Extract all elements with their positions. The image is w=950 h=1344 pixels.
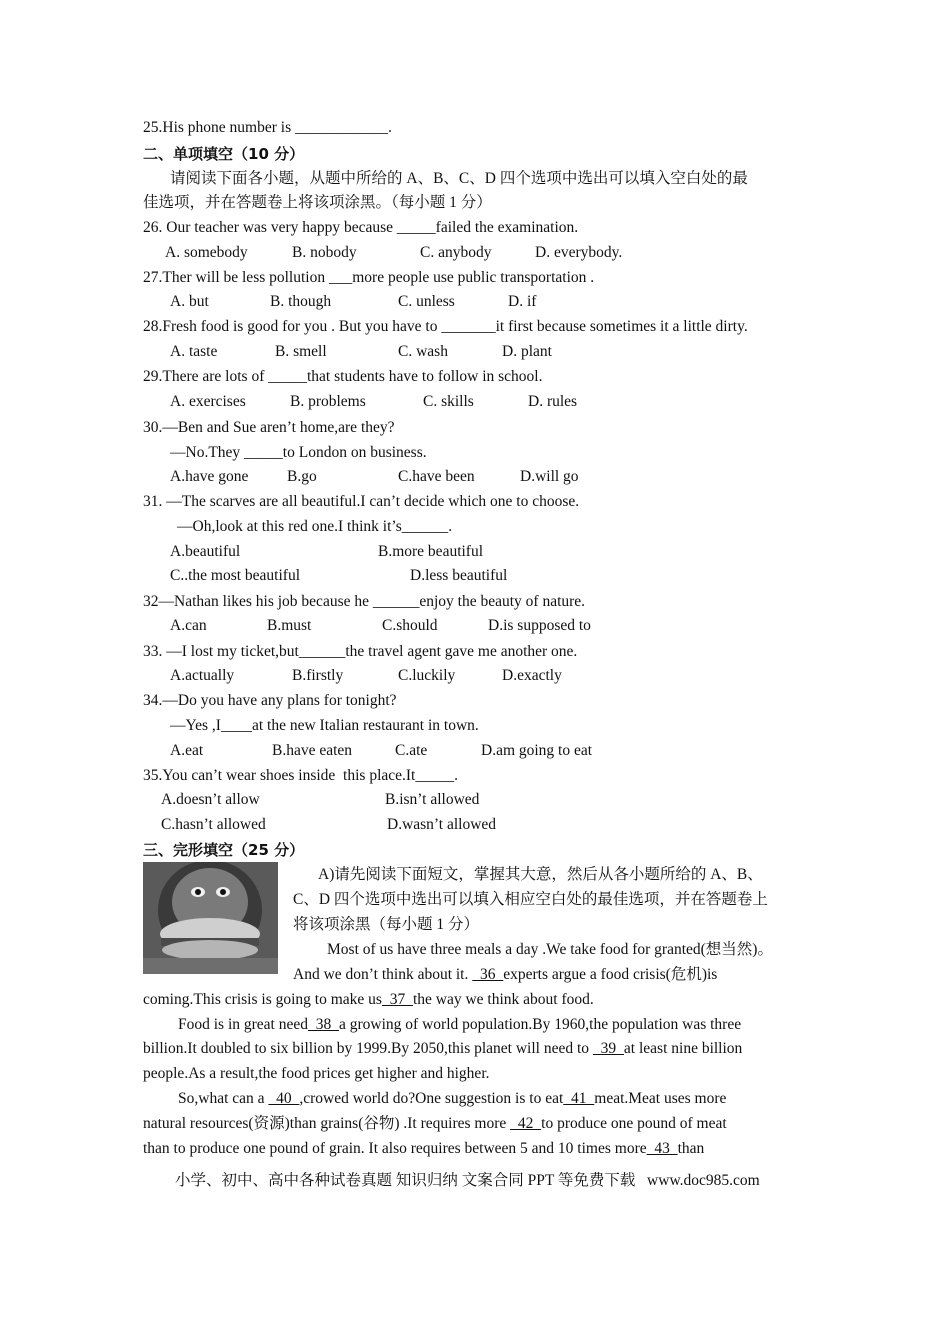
question-34-stem-reply: —Yes ,I____at the new Italian restaurant in town.: [170, 717, 479, 734]
section-3-title: 三、完形填空（25 分）: [143, 841, 305, 859]
passage-line: people.As a result,the food prices get higher and higher.: [143, 1065, 490, 1082]
blank-39: 39: [592, 1040, 624, 1057]
q27-option-d: D. if: [508, 293, 537, 310]
question-32-stem: 32—Nathan likes his job because he ______enjoy the beauty of nature.: [143, 593, 586, 610]
q29-option-d: D. rules: [528, 393, 578, 410]
q28-option-d: D. plant: [502, 343, 552, 360]
q30-option-d: D.will go: [520, 468, 579, 485]
question-34-stem: 34.—Do you have any plans for tonight?: [143, 692, 397, 709]
q29-option-c: C. skills: [423, 393, 474, 410]
question-27-stem: 27.Ther will be less pollution ___more people use public transportation .: [143, 269, 595, 286]
q28-option-b: B. smell: [275, 343, 327, 360]
q34-option-a: A.eat: [170, 742, 204, 759]
boy-eating-burger-photo: [143, 862, 278, 974]
q32-option-c: C.should: [382, 617, 438, 634]
section-2-instruction-cont: 佳选项，并在答题卷上将该项涂黑。（每小题 1 分）: [143, 194, 492, 211]
q35-option-b: B.isn’t allowed: [385, 791, 480, 808]
blank-36: 36: [472, 966, 504, 983]
q30-option-a: A.have gone: [170, 468, 249, 485]
q29-option-b: B. problems: [290, 393, 366, 410]
q30-option-b: B.go: [287, 468, 317, 485]
blank-41: 41: [563, 1090, 595, 1107]
q26-option-b: B. nobody: [292, 244, 357, 261]
page-footer: 小学、初中、高中各种试卷真题 知识归纳 文案合同 PPT 等免费下载 www.doc985.com: [175, 1172, 760, 1189]
passage-line: And we don’t think about it. 36 experts argue a food crisis(危机)is: [293, 966, 718, 983]
question-28-stem: 28.Fresh food is good for you . But you have to _______it first because sometimes it a little dirty.: [143, 318, 748, 335]
q31-option-b: B.more beautiful: [378, 543, 484, 560]
passage-line: Food is in great need 38 a growing of world population.By 1960,the population was three: [178, 1016, 742, 1033]
q33-option-c: C.luckily: [398, 667, 456, 684]
q33-option-d: D.exactly: [502, 667, 562, 684]
question-30-stem: 30.—Ben and Sue aren’t home,are they?: [143, 419, 395, 436]
passage-line: natural resources(资源)than grains(谷物) .It requires more 42 to produce one pound of meat: [143, 1115, 727, 1132]
q33-option-a: A.actually: [170, 667, 235, 684]
question-25: 25.His phone number is ____________.: [143, 119, 392, 136]
q32-option-b: B.must: [267, 617, 312, 634]
section-3-instruction-cont: C、D 四个选项中选出可以填入相应空白处的最佳选项，并在答题卷上: [293, 891, 768, 908]
q35-option-c: C.hasn’t allowed: [161, 816, 266, 833]
q35-option-d: D.wasn’t allowed: [387, 816, 497, 833]
question-30-stem-reply: —No.They _____to London on business.: [170, 444, 427, 461]
q26-option-a: A. somebody: [165, 244, 248, 261]
q26-option-d: D. everybody.: [535, 244, 623, 261]
q34-option-c: C.ate: [395, 742, 428, 759]
q34-option-b: B.have eaten: [272, 742, 353, 759]
section-2-instruction: 请阅读下面各小题，从题中所给的 A、B、C、D 四个选项中选出可以填入空白处的最: [170, 170, 748, 187]
question-31-stem: 31. —The scarves are all beautiful.I can’t decide which one to choose.: [143, 493, 580, 510]
q28-option-c: C. wash: [398, 343, 448, 360]
q35-option-a: A.doesn’t allow: [161, 791, 260, 808]
section-3-instruction: A)请先阅读下面短文，掌握其大意，然后从各小题所给的 A、B、: [318, 866, 763, 883]
passage-line: than to produce one pound of grain. It also requires between 5 and 10 times more 43 than: [143, 1140, 705, 1157]
q33-option-b: B.firstly: [292, 667, 344, 684]
q31-option-c: C..the most beautiful: [170, 567, 301, 584]
q27-option-c: C. unless: [398, 293, 455, 310]
question-29-stem: 29.There are lots of _____that students have to follow in school.: [143, 368, 543, 385]
q34-option-d: D.am going to eat: [481, 742, 593, 759]
q28-option-a: A. taste: [170, 343, 218, 360]
q30-option-c: C.have been: [398, 468, 475, 485]
question-33-stem: 33. —I lost my ticket,but______the travel agent gave me another one.: [143, 643, 578, 660]
passage-line: coming.This crisis is going to make us 37 the way we think about food.: [143, 991, 594, 1008]
q26-option-c: C. anybody: [420, 244, 492, 261]
blank-40: 40: [268, 1090, 300, 1107]
blank-42: 42: [510, 1115, 542, 1132]
passage-line: billion.It doubled to six billion by 1999.By 2050,this planet will need to 39 at least nine billion: [143, 1040, 743, 1057]
q32-option-a: A.can: [170, 617, 207, 634]
question-31-stem-reply: —Oh,look at this red one.I think it’s______.: [177, 518, 453, 535]
question-35-stem: 35.You can’t wear shoes inside this place.It_____.: [143, 767, 458, 784]
burger-photo-illustration: [143, 862, 278, 974]
q31-option-a: A.beautiful: [170, 543, 241, 560]
q31-option-d: D.less beautiful: [410, 567, 508, 584]
blank-43: 43: [646, 1140, 678, 1157]
section-3-instruction-end: 将该项涂黑（每小题 1 分）: [293, 916, 480, 933]
q29-option-a: A. exercises: [170, 393, 246, 410]
q27-option-b: B. though: [270, 293, 332, 310]
blank-37: 37: [381, 991, 413, 1008]
q32-option-d: D.is supposed to: [488, 617, 591, 634]
blank-38: 38: [308, 1016, 340, 1033]
q27-option-a: A. but: [170, 293, 209, 310]
passage-line: So,what can a 40 ,crowed world do?One suggestion is to eat 41 meat.Meat uses more: [178, 1090, 727, 1107]
passage-line: Most of us have three meals a day .We take food for granted(想当然)。: [327, 941, 773, 958]
section-2-title: 二、单项填空（10 分）: [143, 145, 305, 163]
question-26-stem: 26. Our teacher was very happy because _____failed the examination.: [143, 219, 579, 236]
